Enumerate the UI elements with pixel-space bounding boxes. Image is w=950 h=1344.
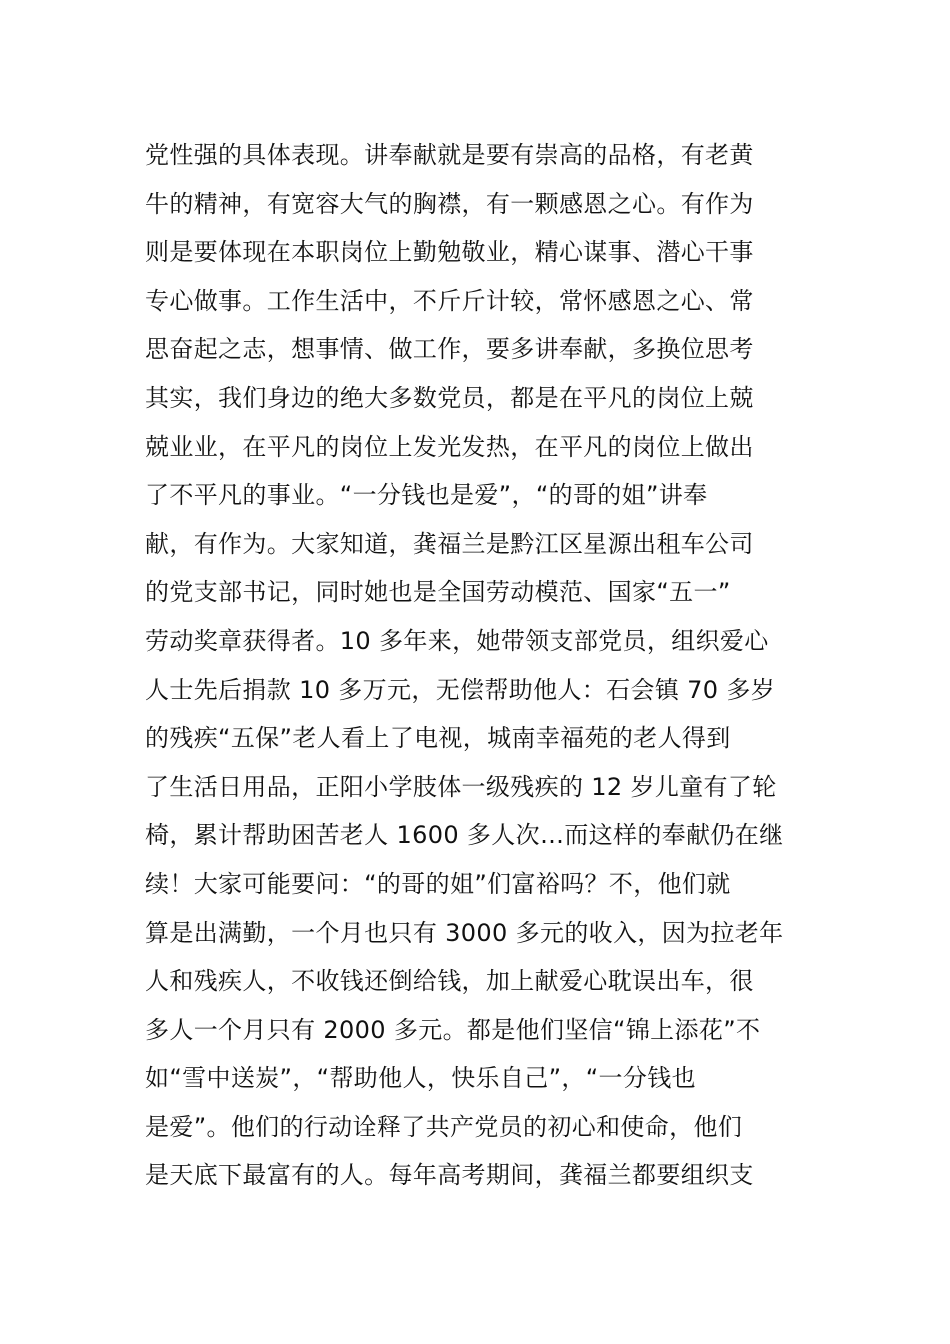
text-line: 续！大家可能要问：“的哥的姐”们富裕吗？不，他们就	[145, 869, 731, 898]
text-line: 椅，累计帮助困苦老人 1600 多人次…而这样的奉献仍在继	[145, 821, 784, 850]
text-line: 多人一个月只有 2000 多元。都是他们坚信“锦上添花”不	[145, 1015, 761, 1044]
text-line: 是爱”。他们的行动诠释了共产党员的初心和使命，他们	[145, 1112, 743, 1141]
text-line: 则是要体现在本职岗位上勤勉敬业，精心谋事、潜心干事	[145, 238, 754, 267]
text-line: 其实，我们身边的绝大多数党员，都是在平凡的岗位上兢	[145, 383, 754, 412]
text-line: 了不平凡的事业。“一分钱也是爱”，“的哥的姐”讲奉	[145, 481, 708, 510]
text-line: 人士先后捐款 10 多万元，无偿帮助他人：石会镇 70 多岁	[145, 675, 776, 704]
text-line: 兢业业，在平凡的岗位上发光发热，在平凡的岗位上做出	[145, 432, 754, 461]
text-line: 的党支部书记，同时她也是全国劳动模范、国家“五一”	[145, 578, 731, 607]
text-line: 了生活日用品，正阳小学肢体一级残疾的 12 岁儿童有了轮	[145, 772, 777, 801]
text-line: 党性强的具体表现。讲奉献就是要有崇高的品格，有老黄	[145, 141, 754, 169]
text-line: 劳动奖章获得者。10 多年来，她带领支部党员，组织爱心	[145, 626, 769, 655]
text-line: 算是出满勤，一个月也只有 3000 多元的收入，因为拉老年	[145, 918, 784, 947]
text-line: 牛的精神，有宽容大气的胸襟，有一颗感恩之心。有作为	[145, 189, 754, 218]
text-line: 是天底下最富有的人。每年高考期间，龚福兰都要组织支	[145, 1161, 754, 1190]
text-line: 思奋起之志，想事情、做工作，要多讲奉献，多换位思考	[145, 335, 754, 364]
text-line: 专心做事。工作生活中，不斤斤计较，常怀感恩之心、常	[145, 286, 754, 315]
text-line: 献，有作为。大家知道，龚福兰是黔江区星源出租车公司	[145, 529, 754, 558]
text-line: 人和残疾人，不收钱还倒给钱，加上献爱心耽误出车，很	[145, 967, 754, 996]
text-line: 如“雪中送炭”，“帮助他人，快乐自己”，“一分钱也	[145, 1064, 696, 1093]
body-paragraph	[145, 131, 825, 1200]
text-line: 的残疾“五保”老人看上了电视，城南幸福苑的老人得到	[145, 724, 731, 753]
